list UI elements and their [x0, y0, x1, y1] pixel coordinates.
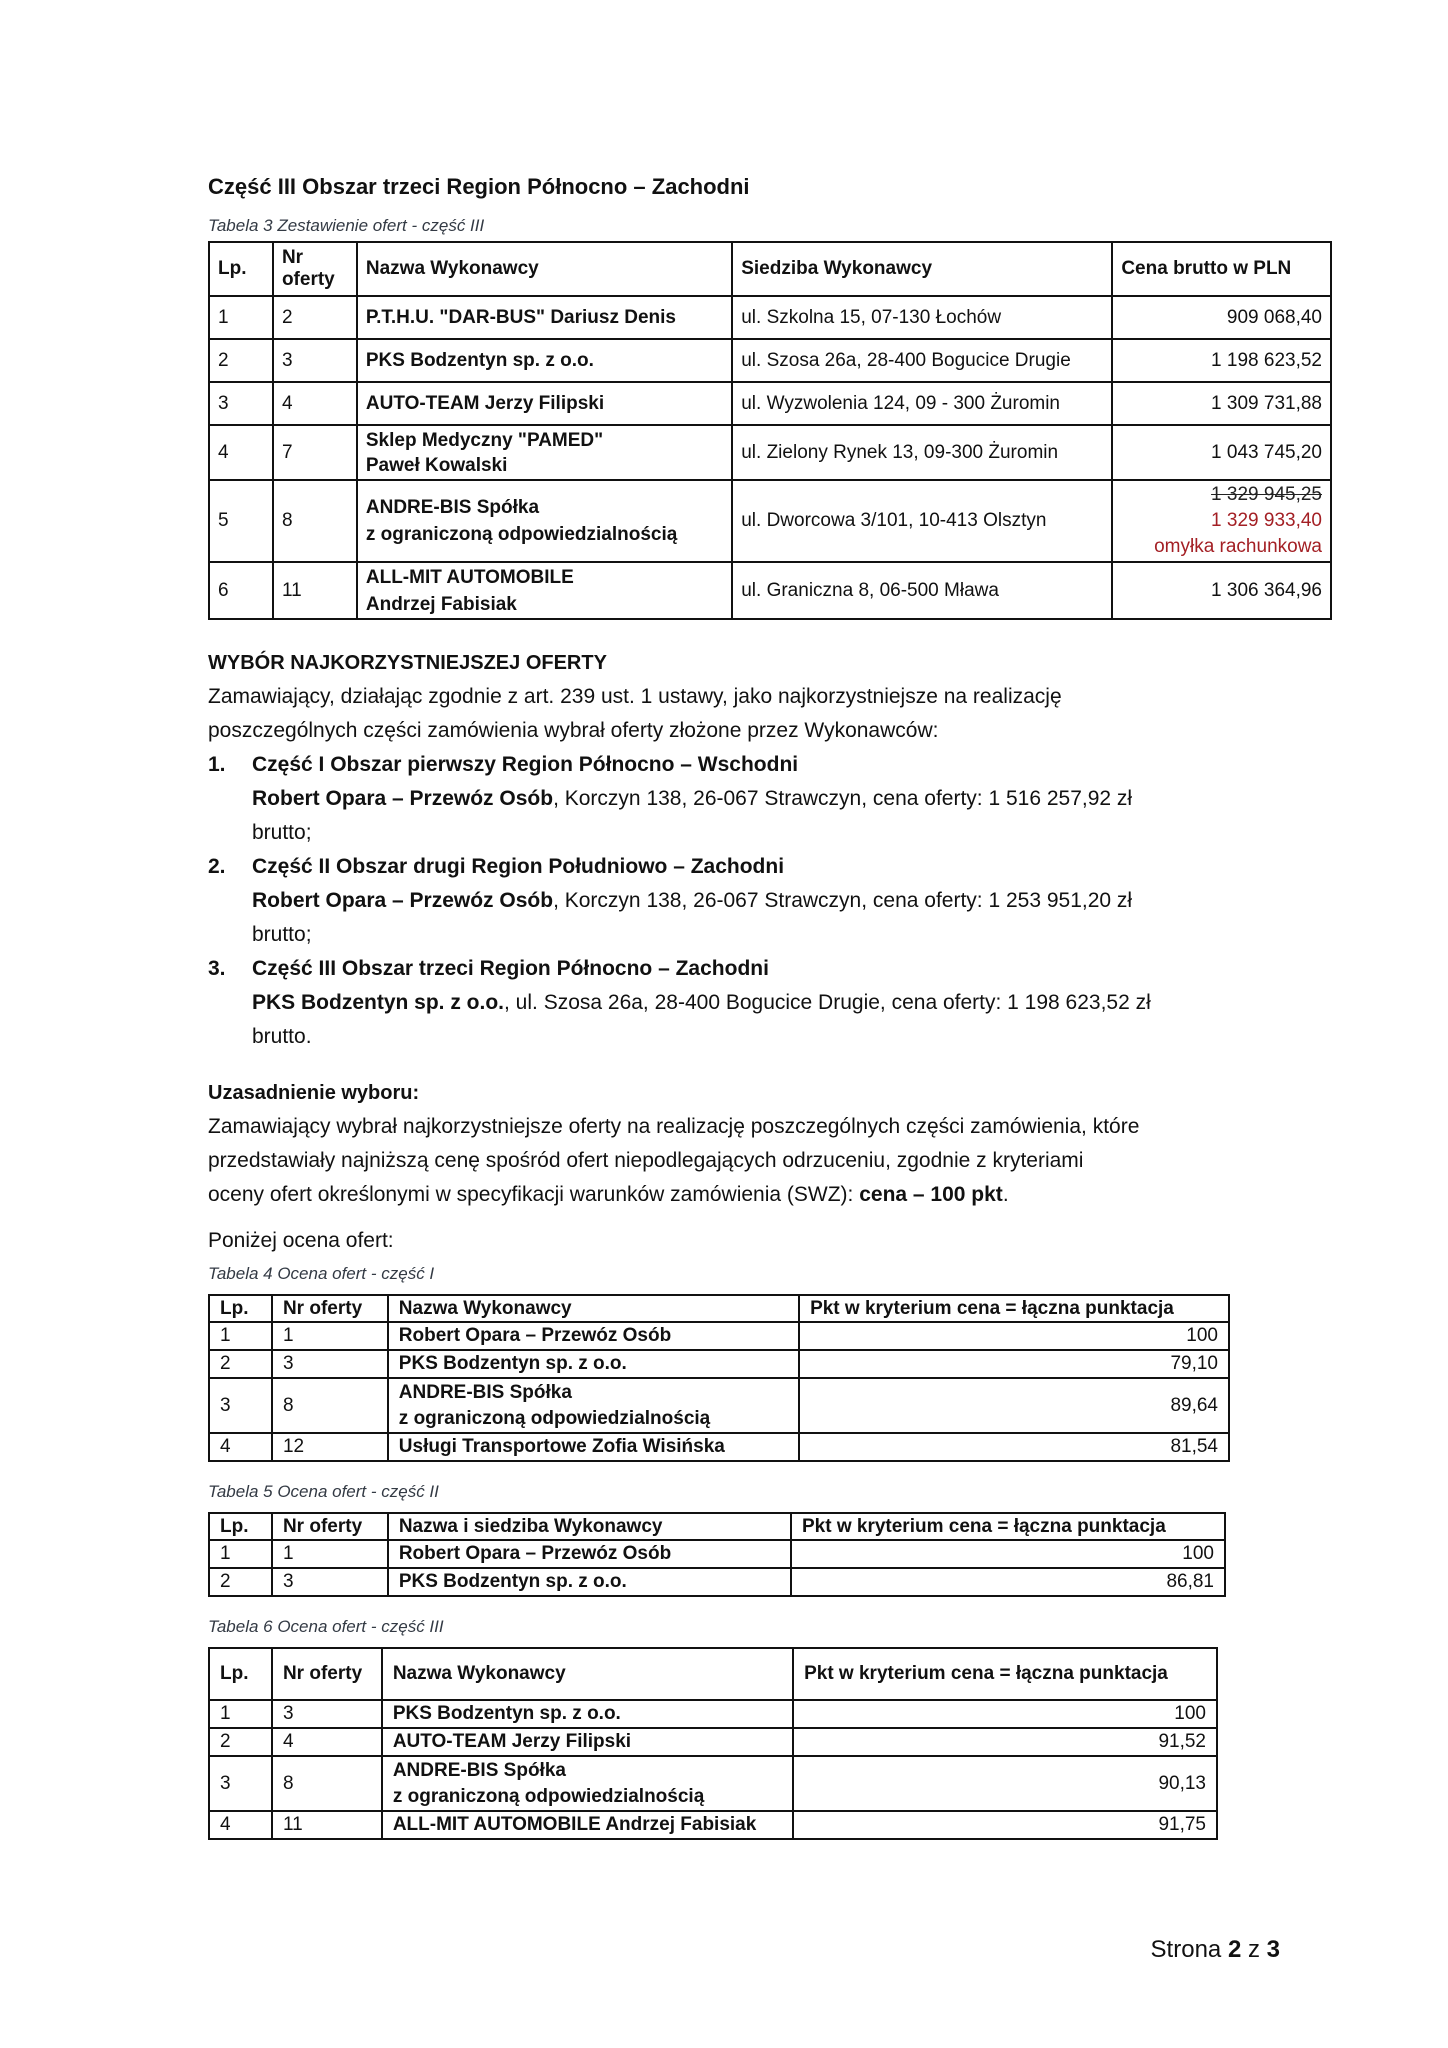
cell-nr: 2 [273, 296, 357, 339]
cell-name: Sklep Medyczny "PAMED" Paweł Kowalski [357, 425, 732, 480]
selection-list [208, 748, 1308, 1054]
table-row: 2 3 PKS Bodzentyn sp. z o.o. 79,10 [209, 1350, 1229, 1378]
cell-address: ul. Zielony Rynek 13, 09-300 Żuromin [732, 425, 1112, 480]
selection-part: Część I Obszar pierwszy Region Północno – Wschodni [252, 753, 799, 776]
cell-price: 909 068,40 [1112, 296, 1331, 339]
table4-caption: Tabela 4 Ocena ofert - część I [208, 1264, 435, 1283]
table3-caption: Tabela 3 Zestawienie ofert - część III [208, 216, 485, 235]
selection-part: Część II Obszar drugi Region Południowo – Zachodni [252, 855, 785, 878]
table-header-row: Lp. Nr oferty Nazwa i siedziba Wykonawcy Pkt w kryterium cena = łączna punktacja [209, 1513, 1225, 1540]
cell-address: ul. Graniczna 8, 06-500 Mława [732, 562, 1112, 619]
cell-price: 1 306 364,96 [1112, 562, 1331, 619]
table5-caption: Tabela 5 Ocena ofert - część II [208, 1482, 439, 1501]
evaluation-intro: Poniżej ocena ofert: [208, 1229, 394, 1252]
page-number: Strona 2 z 3 [1150, 1936, 1280, 1963]
selection-intro-2: poszczególnych części zamówienia wybrał oferty złożone przez Wykonawców: [208, 719, 939, 742]
selection-winner: Robert Opara – Przewóz Osób [252, 787, 554, 810]
selection-item: 3. Część III Obszar trzeci Region Północno – Zachodni PKS Bodzentyn sp. z o.o., ul. Szosa 26a, 28-400 Bogucice Drugie, cena oferty: 1 198 623,52 zł brutto. [208, 952, 1308, 1054]
justification-section: Uzasadnienie wyboru: Zamawiający wybrał najkorzystniejsze oferty na realizację poszczególnych części zamówienia, które przedstawiały najniższą cenę spośród ofert niepodlegających odrzuceniu, zgodnie z kryteriami oceny ofert określonymi w specyfikacji warunków zamówienia (SWZ): cena – 100 pkt. Poniżej ocena ofert: [208, 1076, 1308, 1258]
corrected-price: 1 329 933,40 [1211, 510, 1322, 531]
table-row [209, 425, 1331, 480]
table-row: 4 12 Usługi Transportowe Zofia Wisińska 81,54 [209, 1433, 1229, 1461]
struck-price: 1 329 945,25 [1211, 484, 1322, 505]
cell-lp: 5 [209, 480, 273, 562]
selection-part: Część III Obszar trzeci Region Północno – Zachodni [252, 957, 769, 980]
cell-name: ALL-MIT AUTOMOBILE Andrzej Fabisiak [357, 562, 732, 619]
evaluation-table-part3 [208, 1647, 1218, 1840]
selection-title: WYBÓR NAJKORZYSTNIEJSZEJ OFERTY [208, 652, 607, 674]
selection-winner: PKS Bodzentyn sp. z o.o. [252, 991, 505, 1014]
table-header-row: Lp. Nr oferty Nazwa Wykonawcy Pkt w kryterium cena = łączna punktacja [209, 1648, 1217, 1700]
section-heading: Część III Obszar trzeci Region Północno – Zachodni [208, 174, 750, 199]
evaluation-table-part1 [208, 1294, 1230, 1462]
cell-lp: 3 [209, 382, 273, 425]
cell-lp: 1 [209, 296, 273, 339]
selection-section [208, 646, 1308, 1054]
header-address: Siedziba Wykonawcy [732, 242, 1112, 296]
selection-winner: Robert Opara – Przewóz Osób [252, 889, 554, 912]
table6-caption: Tabela 6 Ocena ofert - część III [208, 1617, 444, 1636]
cell-nr: 11 [273, 562, 357, 619]
header-lp: Lp. [209, 242, 273, 296]
cell-address: ul. Szosa 26a, 28-400 Bogucice Drugie [732, 339, 1112, 382]
cell-price-corrected [1112, 480, 1331, 562]
cell-price: 1 309 731,88 [1112, 382, 1331, 425]
cell-price: 1 198 623,52 [1112, 339, 1331, 382]
cell-name: AUTO-TEAM Jerzy Filipski [357, 382, 732, 425]
table-row: 1 1 Robert Opara – Przewóz Osób 100 [209, 1540, 1225, 1568]
evaluation-table-part2 [208, 1512, 1226, 1597]
header-nr: Nr oferty [273, 242, 357, 296]
header-name: Nazwa Wykonawcy [357, 242, 732, 296]
selection-intro-1: Zamawiający, działając zgodnie z art. 239 ust. 1 ustawy, jako najkorzystniejsze na realizację [208, 685, 1062, 708]
cell-name: P.T.H.U. "DAR-BUS" Dariusz Denis [357, 296, 732, 339]
table-row [209, 480, 1331, 562]
cell-price: 1 043 745,20 [1112, 425, 1331, 480]
cell-address: ul. Wyzwolenia 124, 09 - 300 Żuromin [732, 382, 1112, 425]
table-row: 1 3 PKS Bodzentyn sp. z o.o. 100 [209, 1700, 1217, 1728]
table-row: 3 8 ANDRE-BIS Spółka z ograniczoną odpowiedzialnością 89,64 [209, 1378, 1229, 1433]
table-row: 2 4 AUTO-TEAM Jerzy Filipski 91,52 [209, 1728, 1217, 1756]
table-row [209, 382, 1331, 425]
cell-nr: 4 [273, 382, 357, 425]
cell-address: ul. Dworcowa 3/101, 10-413 Olsztyn [732, 480, 1112, 562]
cell-lp: 6 [209, 562, 273, 619]
cell-address: ul. Szkolna 15, 07-130 Łochów [732, 296, 1112, 339]
offers-table-part3 [208, 241, 1332, 620]
cell-lp: 2 [209, 339, 273, 382]
header-price: Cena brutto w PLN [1112, 242, 1331, 296]
table-header-row: Lp. Nr oferty Nazwa Wykonawcy Pkt w kryterium cena = łączna punktacja [209, 1295, 1229, 1322]
cell-nr: 7 [273, 425, 357, 480]
selection-item: 2. Część II Obszar drugi Region Południowo – Zachodni Robert Opara – Przewóz Osób, Korczyn 138, 26-067 Strawczyn, cena oferty: 1 253 951,20 zł brutto; [208, 850, 1308, 952]
correction-note: omyłka rachunkowa [1154, 536, 1322, 557]
cell-nr: 3 [273, 339, 357, 382]
table-row: 1 1 Robert Opara – Przewóz Osób 100 [209, 1322, 1229, 1350]
table-row: 2 3 PKS Bodzentyn sp. z o.o. 86,81 [209, 1568, 1225, 1596]
table-row: 3 8 ANDRE-BIS Spółka z ograniczoną odpowiedzialnością 90,13 [209, 1756, 1217, 1811]
cell-lp: 4 [209, 425, 273, 480]
cell-nr: 8 [273, 480, 357, 562]
criterion: cena – 100 pkt [859, 1183, 1003, 1206]
table-row: 4 11 ALL-MIT AUTOMOBILE Andrzej Fabisiak 91,75 [209, 1811, 1217, 1839]
table-header-row [209, 242, 1331, 296]
justification-title: Uzasadnienie wyboru: [208, 1082, 420, 1104]
table-row [209, 339, 1331, 382]
table-row [209, 296, 1331, 339]
table-row [209, 562, 1331, 619]
cell-name: PKS Bodzentyn sp. z o.o. [357, 339, 732, 382]
selection-item: 1. Część I Obszar pierwszy Region Północno – Wschodni Robert Opara – Przewóz Osób, Korczyn 138, 26-067 Strawczyn, cena oferty: 1 516 257,92 zł brutto; [208, 748, 1308, 850]
cell-name: ANDRE-BIS Spółka z ograniczoną odpowiedzialnością [357, 480, 732, 562]
